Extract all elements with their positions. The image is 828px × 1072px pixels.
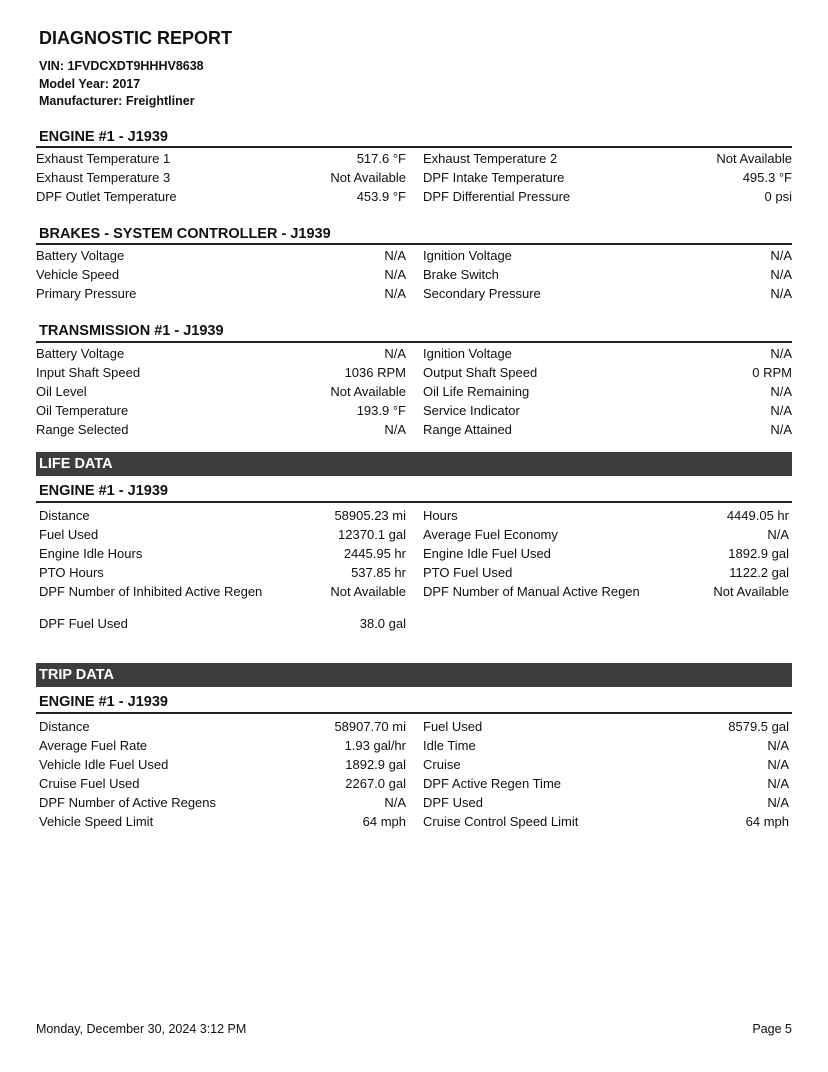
row-label: Vehicle Speed <box>36 267 120 282</box>
row-label: Primary Pressure <box>36 286 137 301</box>
column-gap <box>406 506 423 525</box>
row-label: DPF Number of Inhibited Active Regen <box>39 584 263 599</box>
row-value: N/A <box>770 248 792 263</box>
trip-table <box>36 717 792 831</box>
row-label: Fuel Used <box>39 527 99 542</box>
row-label: PTO Hours <box>39 565 104 580</box>
row-label: Vehicle Speed Limit <box>39 814 154 829</box>
table-row <box>36 265 792 284</box>
row-label: Oil Temperature <box>36 403 129 418</box>
column-gap <box>406 246 423 265</box>
column-gap <box>406 420 423 439</box>
row-value: 1122.2 gal <box>729 565 789 580</box>
row-value: Not Available <box>330 384 406 399</box>
engine-section-divider <box>36 146 792 148</box>
column-gap <box>406 149 423 168</box>
row-value: 495.3 °F <box>742 170 792 185</box>
column-gap <box>406 614 423 633</box>
table-row <box>36 284 792 303</box>
row-value: 58907.70 mi <box>334 719 406 734</box>
row-value: N/A <box>384 346 406 361</box>
row-label: DPF Number of Active Regens <box>39 795 217 810</box>
table-row <box>36 506 792 525</box>
column-gap <box>406 265 423 284</box>
trip-engine-divider <box>36 712 792 714</box>
row-label: Battery Voltage <box>36 248 125 263</box>
column-gap <box>406 736 423 755</box>
trip-data-band: TRIP DATA <box>36 663 792 687</box>
row-label: DPF Active Regen Time <box>423 776 561 791</box>
row-label: DPF Fuel Used <box>39 616 128 631</box>
row-label: Battery Voltage <box>36 346 125 361</box>
row-value: Not Available <box>716 151 792 166</box>
vin-line: VIN: 1FVDCXDT9HHHV8638 <box>39 59 204 73</box>
row-value: N/A <box>767 757 789 772</box>
row-value: N/A <box>384 286 406 301</box>
row-label: Range Attained <box>423 422 512 437</box>
table-row <box>36 420 792 439</box>
table-row <box>36 168 792 187</box>
column-gap <box>406 382 423 401</box>
column-gap <box>406 717 423 736</box>
row-label: Exhaust Temperature 3 <box>36 170 171 185</box>
column-gap <box>406 284 423 303</box>
table-row <box>36 344 792 363</box>
row-value <box>673 614 789 633</box>
row-value: 0 RPM <box>752 365 792 380</box>
footer-timestamp: Monday, December 30, 2024 3:12 PM <box>36 1022 247 1036</box>
footer-page-number: Page 5 <box>752 1022 792 1036</box>
row-value: 64 mph <box>362 814 406 829</box>
brakes-section-title: BRAKES - SYSTEM CONTROLLER - J1939 <box>39 226 331 242</box>
life-table <box>36 506 792 633</box>
column-gap <box>406 544 423 563</box>
column-gap <box>406 563 423 582</box>
row-value: N/A <box>770 403 792 418</box>
row-label: Ignition Voltage <box>423 346 512 361</box>
row-value: 1036 RPM <box>344 365 406 380</box>
column-gap <box>406 363 423 382</box>
table-row <box>36 246 792 265</box>
row-value: N/A <box>767 795 789 810</box>
row-label: Vehicle Idle Fuel Used <box>39 757 169 772</box>
model-year-line: Model Year: 2017 <box>39 77 141 91</box>
row-value: N/A <box>770 422 792 437</box>
table-row <box>36 525 792 544</box>
row-label: Secondary Pressure <box>423 286 541 301</box>
row-label: Service Indicator <box>423 403 520 418</box>
row-label: DPF Outlet Temperature <box>36 189 177 204</box>
transmission-section-divider <box>36 341 792 343</box>
row-label: Ignition Voltage <box>423 248 512 263</box>
table-row <box>36 187 792 206</box>
column-gap <box>406 168 423 187</box>
table-row <box>36 812 792 831</box>
row-label: Average Fuel Economy <box>423 527 558 542</box>
row-value: 0 psi <box>764 189 792 204</box>
row-label: PTO Fuel Used <box>423 565 513 580</box>
brakes-section-divider <box>36 243 792 245</box>
row-value: N/A <box>384 422 406 437</box>
row-label: Input Shaft Speed <box>36 365 141 380</box>
row-label: Exhaust Temperature 2 <box>423 151 558 166</box>
row-label: Hours <box>423 508 458 523</box>
table-row <box>36 774 792 793</box>
table-row <box>36 614 792 633</box>
row-value: 38.0 gal <box>359 616 406 631</box>
transmission-section-title: TRANSMISSION #1 - J1939 <box>39 323 224 339</box>
row-value: N/A <box>767 738 789 753</box>
row-value: N/A <box>770 267 792 282</box>
row-label: DPF Differential Pressure <box>423 189 571 204</box>
row-value: N/A <box>384 267 406 282</box>
row-label: Range Selected <box>36 422 129 437</box>
table-row <box>36 717 792 736</box>
life-data-band: LIFE DATA <box>36 452 792 476</box>
table-row <box>36 736 792 755</box>
row-label: Oil Level <box>36 384 87 399</box>
column-gap <box>406 525 423 544</box>
table-row <box>36 382 792 401</box>
row-value: Not Available <box>330 584 406 599</box>
table-row <box>36 563 792 582</box>
column-gap <box>406 812 423 831</box>
row-label: Cruise Control Speed Limit <box>423 814 579 829</box>
transmission-table <box>36 344 792 439</box>
row-value: 2267.0 gal <box>345 776 406 791</box>
row-label: Distance <box>39 508 90 523</box>
row-value: Not Available <box>330 170 406 185</box>
table-row <box>36 582 792 614</box>
row-value: 4449.05 hr <box>726 508 789 523</box>
trip-engine-title: ENGINE #1 - J1939 <box>39 694 168 710</box>
row-value: N/A <box>767 527 789 542</box>
column-gap <box>406 793 423 812</box>
row-value: 2445.95 hr <box>343 546 406 561</box>
row-label: Distance <box>39 719 90 734</box>
row-value: 8579.5 gal <box>728 719 789 734</box>
brakes-table <box>36 246 792 303</box>
life-engine-divider <box>36 501 792 503</box>
row-value: 517.6 °F <box>356 151 406 166</box>
row-value: 1892.9 gal <box>345 757 406 772</box>
table-row <box>36 401 792 420</box>
row-value: N/A <box>770 384 792 399</box>
table-row <box>36 363 792 382</box>
column-gap <box>406 401 423 420</box>
row-label: Idle Time <box>423 738 476 753</box>
life-engine-title: ENGINE #1 - J1939 <box>39 483 168 499</box>
table-row <box>36 793 792 812</box>
row-value: 58905.23 mi <box>334 508 406 523</box>
column-gap <box>406 755 423 774</box>
row-value: 12370.1 gal <box>338 527 406 542</box>
table-row <box>36 149 792 168</box>
row-value: N/A <box>384 248 406 263</box>
row-value: 1892.9 gal <box>728 546 789 561</box>
row-label: Average Fuel Rate <box>39 738 148 753</box>
column-gap <box>406 774 423 793</box>
row-value: 453.9 °F <box>356 189 406 204</box>
table-row <box>36 755 792 774</box>
row-value: 537.85 hr <box>351 565 406 580</box>
column-gap <box>406 187 423 206</box>
row-label: Exhaust Temperature 1 <box>36 151 171 166</box>
engine-section-title: ENGINE #1 - J1939 <box>39 129 168 145</box>
row-label: Output Shaft Speed <box>423 365 538 380</box>
row-label: Cruise <box>423 757 461 772</box>
row-value: N/A <box>770 346 792 361</box>
column-gap <box>406 582 423 614</box>
row-label: DPF Used <box>423 795 483 810</box>
engine-table <box>36 149 792 206</box>
report-title: DIAGNOSTIC REPORT <box>39 28 233 48</box>
row-value: N/A <box>384 795 406 810</box>
table-row <box>36 544 792 563</box>
row-label: Brake Switch <box>423 267 499 282</box>
row-label: DPF Intake Temperature <box>423 170 565 185</box>
column-gap <box>406 344 423 363</box>
row-label: DPF Number of Manual Active Regen <box>423 584 640 599</box>
row-label: Cruise Fuel Used <box>39 776 140 791</box>
row-label: Engine Idle Fuel Used <box>423 546 551 561</box>
row-label: Fuel Used <box>423 719 483 734</box>
row-label: Engine Idle Hours <box>39 546 143 561</box>
manufacturer-line: Manufacturer: Freightliner <box>39 94 195 108</box>
row-value: N/A <box>767 776 789 791</box>
row-value: 193.9 °F <box>356 403 406 418</box>
row-value: Not Available <box>713 584 789 599</box>
row-value: N/A <box>770 286 792 301</box>
row-value: 1.93 gal/hr <box>344 738 406 753</box>
row-value: 64 mph <box>745 814 789 829</box>
row-label: Oil Life Remaining <box>423 384 530 399</box>
row-label <box>423 614 673 633</box>
